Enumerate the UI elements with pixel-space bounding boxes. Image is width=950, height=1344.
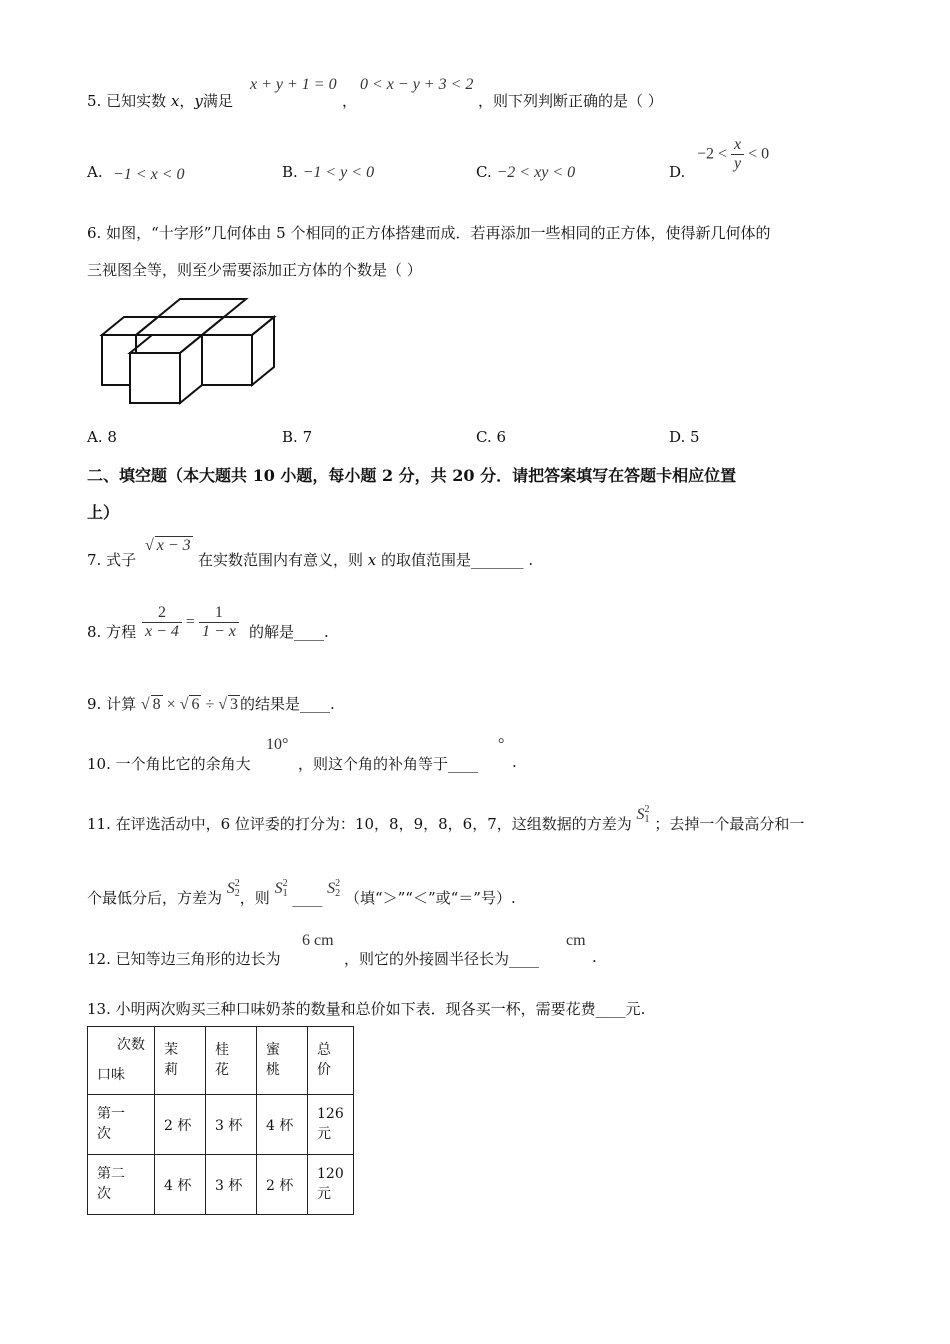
table-header-cell: 桂 花	[206, 1027, 257, 1095]
table-cell-total: 126 元	[308, 1095, 354, 1155]
q12-pre: 12. 已知等边三角形的边长为	[87, 950, 281, 968]
q5-stem: 5. 已知实数 x，y满足	[87, 92, 233, 110]
q5-condition-1: x + y + 1 = 0	[250, 76, 337, 93]
q10-mid: ，则这个角的补角等于____	[298, 755, 479, 773]
q12-length: 6 cm	[302, 932, 334, 949]
table-cell: 3 杯	[206, 1155, 257, 1215]
table-cell: 4 杯	[155, 1155, 206, 1215]
q6-line-2: 三视图全等，则至少需要添加正方体的个数是（ ）	[87, 261, 422, 279]
q10-tail: .	[512, 753, 517, 771]
q10-angle: 10°	[266, 736, 289, 753]
cross-shaped-cube-figure-icon	[96, 293, 280, 407]
q6-option-c: C. 6	[476, 428, 507, 446]
q11-line-2: 个最低分后，方差为 S 2 2 ，则 S 2 1 ____ S 2 2 （填“＞”“＜”或“＝”号）.	[87, 878, 516, 907]
q6-option-a: A. 8	[87, 428, 117, 446]
q5-option-b: B. −1 < y < 0	[282, 163, 375, 181]
table-cell: 2 杯	[155, 1095, 206, 1155]
q6-line-1: 6. 如图，“十字形”几何体由 5 个相同的正方体搭建而成．若再添加一些相同的正方体，使得新几何体的	[87, 224, 771, 242]
q6-option-b: B. 7	[282, 428, 313, 446]
section-2-heading: 二、填空题（本大题共 10 小题，每小题 2 分，共 20 分．请把答案填写在答题卡相应位置	[87, 466, 737, 485]
q8-tail: 的解是____.	[249, 623, 329, 641]
table-cell: 2 杯	[257, 1155, 308, 1215]
q5-condition-2: 0 < x − y + 3 < 2	[360, 76, 474, 93]
q10-pre: 10. 一个角比它的余角大	[87, 755, 251, 773]
q7-post: 在实数范围内有意义，则 x 的取值范围是_______ .	[198, 551, 534, 569]
q11-line-1: 11. 在评选活动中，6 位评委的打分为：10，8，9，8，6，7，这组数据的方差为 S 2 1 ；去掉一个最高分和一	[87, 804, 805, 833]
milk-tea-table	[87, 1026, 354, 1215]
q12-tail: .	[592, 948, 597, 966]
table-row	[88, 1095, 354, 1155]
q9-line: 9. 计算 √ 8 × √ 6 ÷ √ 3 的结果是____.	[87, 695, 335, 713]
q8-equation: $\frac{2}{x - 4}$ = $\frac{1}{1 - x}$	[142, 604, 239, 642]
table-header-cell: 茉 莉	[155, 1027, 206, 1095]
q5-tail: ，则下列判断正确的是（ ）	[478, 92, 663, 110]
q13-stem: 13. 小明两次购买三种口味奶茶的数量和总价如下表．现各买一杯，需要花费____元.	[87, 1000, 646, 1018]
table-cell: 3 杯	[206, 1095, 257, 1155]
q12-unit: cm	[566, 932, 586, 949]
table-cell: 4 杯	[257, 1095, 308, 1155]
table-corner-cell: 次数 口味	[88, 1027, 155, 1095]
q7-pre: 7. 式子	[87, 551, 137, 569]
table-row-label: 第二 次	[88, 1155, 155, 1215]
table-header-cell: 总 价	[308, 1027, 354, 1095]
table-header-cell: 蜜 桃	[257, 1027, 308, 1095]
q5-option-a-expr: −1 < x < 0	[113, 166, 185, 183]
q5-option-d: D.	[669, 163, 686, 181]
table-cell-total: 120 元	[308, 1155, 354, 1215]
q5-option-c: C. −2 < xy < 0	[476, 163, 576, 181]
table-row-label: 第一 次	[88, 1095, 155, 1155]
q5-comma: ，	[342, 92, 358, 110]
q10-degree: °	[498, 736, 505, 753]
q7-radical: √ x − 3	[145, 537, 191, 554]
q8-pre: 8. 方程	[87, 623, 137, 641]
q5-option-a: A.	[87, 163, 103, 181]
section-2-heading-cont: 上）	[87, 503, 120, 522]
q5-option-d-expr: −2 < $\frac{x}{y}$ < 0	[697, 136, 770, 173]
q6-option-d: D. 5	[669, 428, 700, 446]
table-row	[88, 1155, 354, 1215]
q12-mid: ，则它的外接圆半径长为____	[344, 950, 540, 968]
